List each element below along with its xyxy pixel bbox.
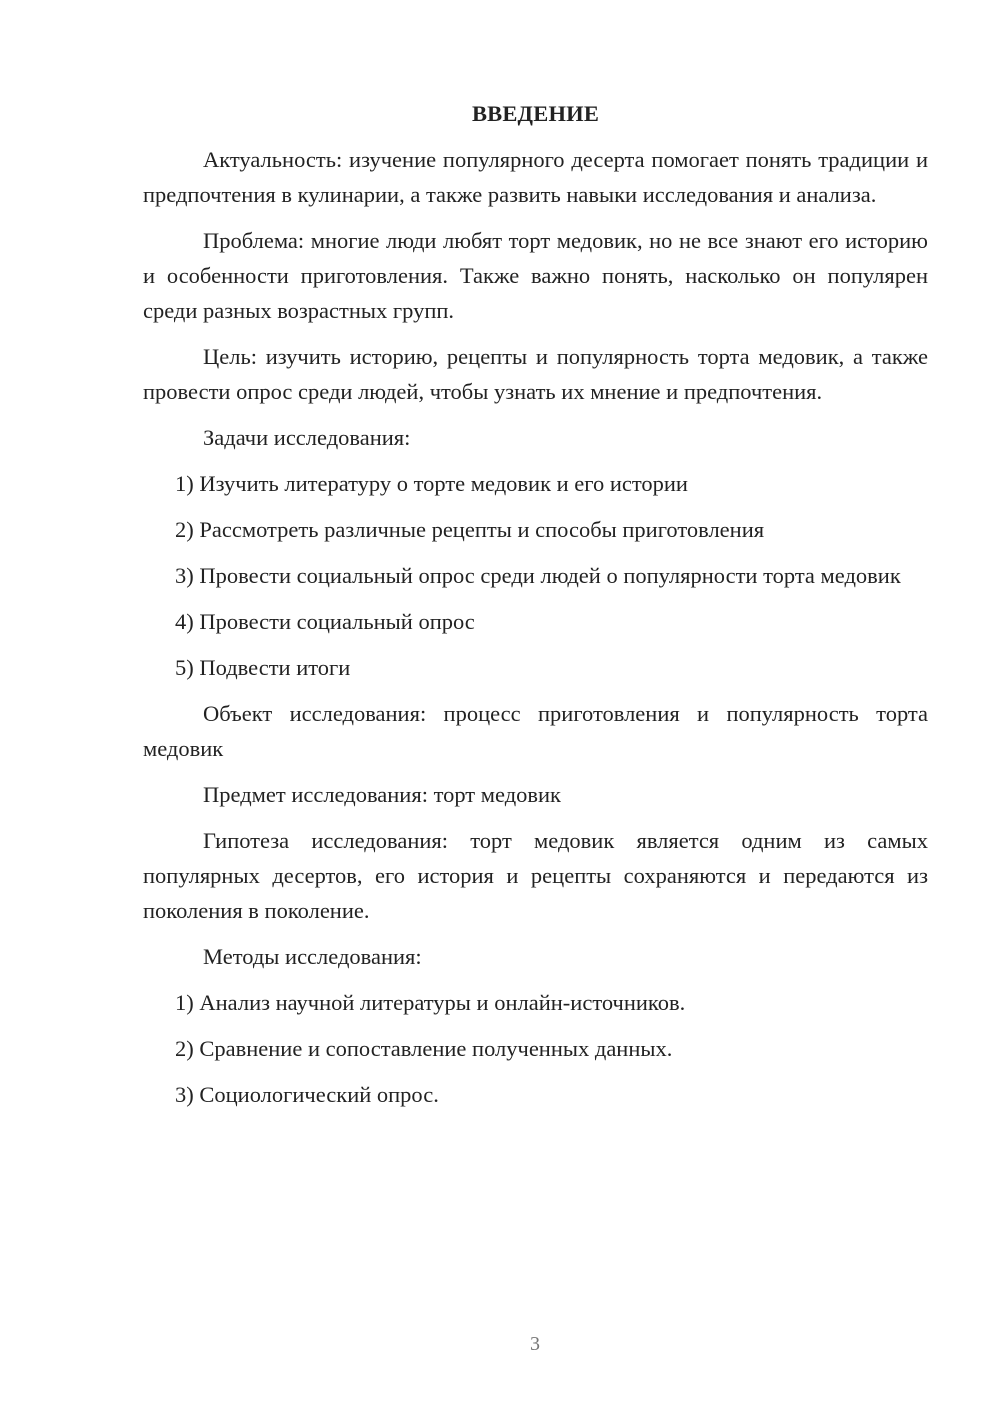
goal-paragraph: Цель: изучить историю, рецепты и популярность торта медовик, а также провести опрос среди людей, чтобы узнать их мнение и предпочтения.: [143, 344, 928, 404]
subject-paragraph: Предмет исследования: торт медовик: [203, 782, 561, 807]
method-item: 3) Социологический опрос.: [175, 1082, 439, 1107]
page-number: 3: [530, 1333, 540, 1355]
task-item: 3) Провести социальный опрос среди людей о популярности торта медовик: [175, 563, 901, 588]
object-paragraph: Объект исследования: процесс приготовления и популярность торта медовик: [143, 701, 928, 761]
task-item: 5) Подвести итоги: [175, 655, 351, 680]
task-item: 4) Провести социальный опрос: [175, 609, 475, 634]
task-item: 1) Изучить литературу о торте медовик и его истории: [175, 471, 688, 496]
hypothesis-paragraph: Гипотеза исследования: торт медовик является одним из самых популярных десертов, его история и рецепты сохраняются и передаются из поколения в поколение.: [143, 828, 928, 923]
tasks-title: Задачи исследования:: [203, 425, 411, 450]
relevance-paragraph: Актуальность: изучение популярного десерта помогает понять традиции и предпочтения в кулинарии, а также развить навыки исследования и анализа.: [143, 147, 928, 207]
method-item: 2) Сравнение и сопоставление полученных данных.: [175, 1036, 673, 1061]
task-item: 2) Рассмотреть различные рецепты и способы приготовления: [175, 517, 765, 542]
problem-paragraph: Проблема: многие люди любят торт медовик, но не все знают его историю и особенности приготовления. Также важно понять, насколько он популярен среди разных возрастных групп.: [143, 228, 928, 323]
section-heading: ВВЕДЕНИЕ: [471, 101, 600, 126]
methods-title: Методы исследования:: [203, 944, 422, 969]
page-content: [143, 96, 928, 1123]
method-item: 1) Анализ научной литературы и онлайн-источников.: [175, 990, 686, 1015]
